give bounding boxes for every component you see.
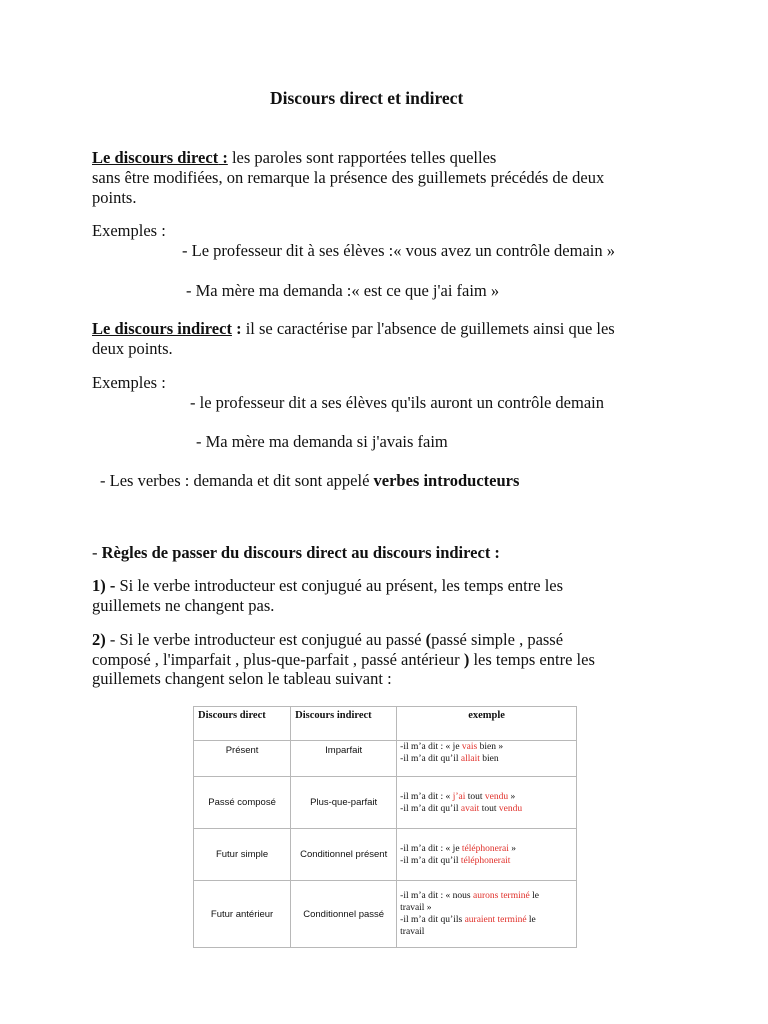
cell-example xyxy=(397,829,577,881)
direct-definition-line3: points. xyxy=(92,188,137,207)
rule-2-text-c: composé , l'imparfait , plus-que-parfait , passé antérieur xyxy=(92,650,464,669)
rule-2-text-d: les temps entre les xyxy=(469,650,595,669)
cell-direct: Futur simple xyxy=(194,829,291,881)
example-indirect-line: -il m’a dit qu’ils auraient terminé le xyxy=(400,915,536,925)
rule-2-text-a: - Si le verbe introducteur est conjugué au passé xyxy=(105,630,426,649)
table-row xyxy=(194,777,577,829)
example-indirect-line: -il m’a dit qu’il avait tout vendu xyxy=(400,803,523,814)
rule-2-paren-close: ) xyxy=(463,650,470,669)
cell-indirect: Imparfait xyxy=(291,741,397,777)
indirect-label: Le discours indirect xyxy=(92,319,232,338)
indirect-definition-line1 xyxy=(92,319,615,339)
direct-text-1: les paroles sont rapportées telles quelles xyxy=(227,148,497,167)
direct-label: Le discours direct xyxy=(92,148,219,167)
example-direct-line: -il m’a dit : « je téléphonerai » xyxy=(400,843,516,854)
cell-indirect: Plus-que-parfait xyxy=(291,777,397,829)
rule-1-text: Si le verbe introducteur est conjugué au présent, les temps entre les xyxy=(115,576,564,595)
verbes-bold: verbes introducteurs xyxy=(373,471,520,490)
header-exemple: exemple xyxy=(397,707,577,741)
rule-1-number: 1) - xyxy=(92,576,116,595)
rule-2-paren-open: ( xyxy=(425,630,432,649)
table-header-row xyxy=(194,707,577,741)
rules-heading xyxy=(92,543,500,563)
direct-colon: : xyxy=(218,148,228,167)
cell-example xyxy=(397,741,577,777)
cell-indirect: Conditionnel passé xyxy=(291,881,397,948)
verbes-introducteurs-note xyxy=(100,471,519,491)
indirect-examples-label: Exemples : xyxy=(92,373,166,392)
example-indirect-line: -il m’a dit qu’il allait bien xyxy=(400,754,499,764)
direct-examples-label: Exemples : xyxy=(92,221,166,240)
rules-heading-text: Règles de passer du discours direct au discours indirect : xyxy=(101,543,500,562)
direct-example-2: - Ma mère ma demanda :« est ce que j'ai faim » xyxy=(186,281,500,300)
indirect-definition-line2: deux points. xyxy=(92,339,173,358)
rule-2-text-b: passé simple , passé xyxy=(431,630,564,649)
rule-2-number: 2) xyxy=(92,630,106,649)
rule-2-line1 xyxy=(92,630,563,650)
cell-direct: Présent xyxy=(194,741,291,777)
example-direct-line: -il m’a dit : « j’ai tout vendu » xyxy=(400,791,516,802)
cell-direct: Futur antérieur xyxy=(194,881,291,948)
indirect-colon: : xyxy=(231,319,242,338)
cell-direct: Passé composé xyxy=(194,777,291,829)
cell-indirect: Conditionnel présent xyxy=(291,829,397,881)
example-direct-line-cont: travail » xyxy=(400,903,432,913)
page-title: Discours direct et indirect xyxy=(270,88,464,108)
rules-heading-dash: - xyxy=(92,543,102,562)
example-direct-line: -il m’a dit : « je vais bien » xyxy=(400,742,504,752)
example-direct-line: -il m’a dit : « nous aurons terminé le xyxy=(400,891,539,901)
table-row xyxy=(194,741,577,777)
rule-2-line2 xyxy=(92,650,595,670)
example-indirect-line: -il m’a dit qu’il téléphonerait xyxy=(400,855,511,866)
indirect-example-2: - Ma mère ma demanda si j'avais faim xyxy=(196,432,448,451)
table-row xyxy=(194,881,577,948)
verbes-prefix: - Les verbes : demanda et dit sont appelé xyxy=(100,471,374,490)
table-row xyxy=(194,829,577,881)
rule-1-line2: guillemets ne changent pas. xyxy=(92,596,275,615)
indirect-text-1: il se caractérise par l'absence de guillemets ainsi que les xyxy=(241,319,615,338)
rule-2-line3: guillemets changent selon le tableau suivant : xyxy=(92,669,392,688)
direct-definition-line2: sans être modifiées, on remarque la présence des guillemets précédés de deux xyxy=(92,168,605,187)
rule-1-line1 xyxy=(92,576,563,596)
direct-definition-line1 xyxy=(92,148,496,168)
cell-example xyxy=(397,777,577,829)
header-discours-direct: Discours direct xyxy=(194,707,291,741)
example-indirect-line-cont: travail xyxy=(400,927,425,937)
indirect-example-1: - le professeur dit a ses élèves qu'ils auront un contrôle demain xyxy=(190,393,604,412)
cell-example xyxy=(397,881,577,948)
header-discours-indirect: Discours indirect xyxy=(291,707,397,741)
tense-table xyxy=(193,706,577,948)
direct-example-1: - Le professeur dit à ses élèves :« vous avez un contrôle demain » xyxy=(182,241,615,260)
